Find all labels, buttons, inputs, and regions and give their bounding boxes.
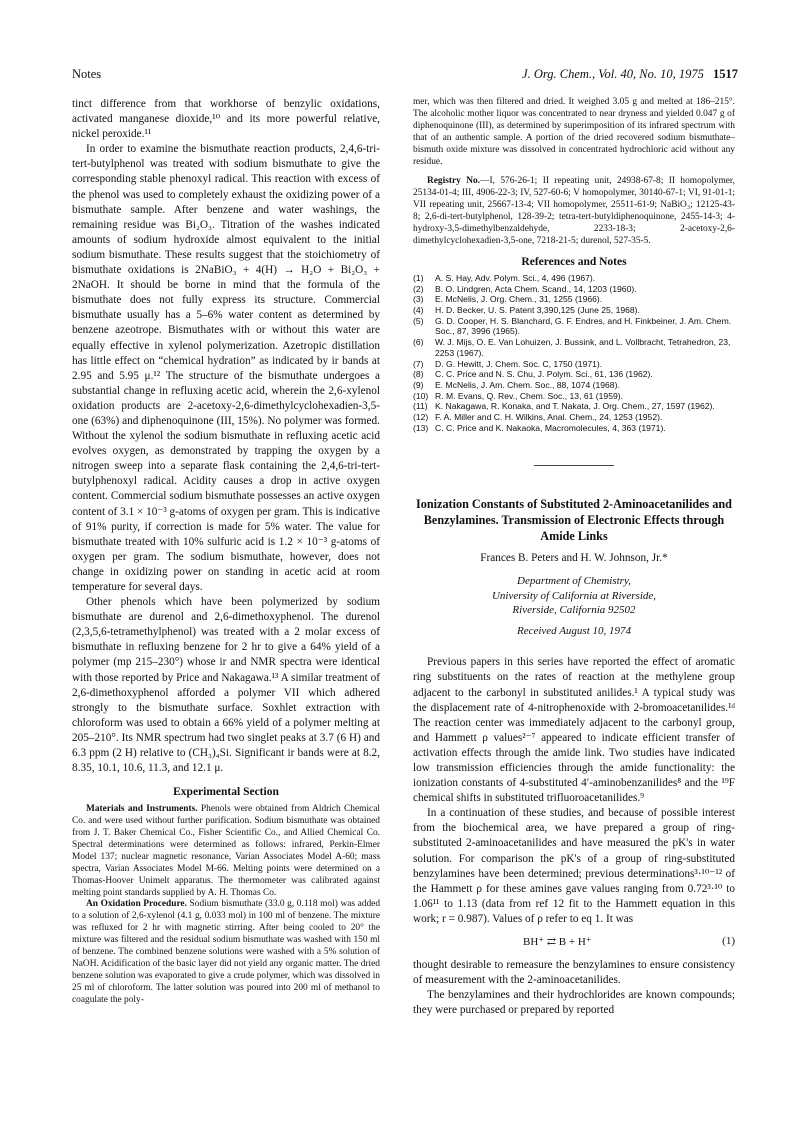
reference-item: [413, 337, 735, 358]
equation-number: (1): [722, 935, 735, 947]
right-column: [413, 97, 735, 1018]
reference-number: (9): [413, 379, 424, 390]
oxidation-text: Sodium bismuthate (33.0 g, 0.118 mol) was added to a solution of 2,6-xylenol (4.1 g, 0.033 mol) in 100 ml of benzene. The mixture was refluxed for 2 hr with magnetic stirring. After being cooled to 20° the mixture was filtered and the residual sodium bismuthate was washed with 150 ml of benzene. The combined benzene solutions were washed with a 5% solution of NaOH. Acidification of the basic layer did not yield any organic matter. The dried benzene solution was evaporated to give a crude polymer, which was dissolved in 25 ml of chloroform. The latter solution was poured into 200 ml of methanol to coagulate the poly-: [72, 899, 381, 1005]
reference-number: (3): [413, 294, 424, 305]
reference-item: [413, 391, 735, 402]
reference-text: F. A. Miller and C. H. Wilkins, Anal. Chem., 24, 1253 (1952).: [435, 412, 663, 423]
affiliation-line: Riverside, California 92502: [512, 604, 636, 617]
reference-item: [413, 401, 735, 412]
reference-text: B. O. Lindgren, Acta Chem. Scand., 14, 1203 (1960).: [435, 283, 637, 294]
registry-paragraph: [413, 176, 735, 247]
reference-item: [413, 359, 735, 370]
reference-number: (13): [413, 422, 429, 433]
reference-text: R. M. Evans, Q. Rev., Chem. Soc., 13, 61 (1959).: [435, 390, 624, 401]
body-paragraph: In a continuation of these studies, and because of possible interest from the biochemical area, we have prepared a group of ring-substituted 2-aminoacetanilides and have measured the pK's in water solution. For comparison the pK's of a group of ring-substituted benzylamines have been determined; previous determinations³·¹⁰⁻¹² of the Hammett ρ for these amines gave values ranging from 0.72³·¹⁰ to 1.06¹¹ to 1.13 (data from ref 12 fit to the Hammett equation in this work; r = 0.987). Values of ρ refer to eq 1. It was: [413, 807, 735, 925]
reference-number: (7): [413, 358, 424, 369]
references-list: [413, 273, 735, 434]
reference-item: [413, 369, 735, 380]
equation: [413, 935, 735, 948]
article-title: Ionization Constants of Substituted 2-Aminoacetanilides and Benzylamines. Transmission of Electronic Effects through Amide Links: [416, 497, 732, 544]
references-heading: References and Notes: [521, 255, 627, 268]
reference-item: [413, 380, 735, 391]
reference-item: [413, 412, 735, 423]
experimental-continuation: mer, which was then filtered and dried. It weighed 3.05 g and melted at 186–215°. The alcoholic mother liquor was concentrated to near dryness and yielded 0.047 g of diphenoquinone (III), as determined by superimposition of its infrared spectrum with that of an authentic sample. A portion of the dried recovered sodium bismuthate–bismuth oxide mixture was dissolved in concentrated hydrochloric acid without any residue.: [413, 97, 735, 167]
reference-text: C. C. Price and N. S. Chu, J. Polym. Sci., 61, 136 (1962).: [435, 369, 653, 380]
reference-number: (4): [413, 304, 424, 315]
reference-number: (6): [413, 337, 424, 348]
reference-item: [413, 273, 735, 284]
registry-lead: Registry No.: [427, 176, 481, 187]
reference-number: (10): [413, 390, 429, 401]
equation-expression: BH⁺ ⇄ B + H⁺: [523, 936, 592, 948]
reference-number: (11): [413, 401, 428, 412]
left-column: [72, 97, 380, 1007]
experimental-heading: Experimental Section: [173, 786, 279, 799]
reference-text: G. D. Cooper, H. S. Blanchard, G. F. Endres, and H. Finkbeiner, J. Am. Chem. Soc., 87, 3996 (1965).: [435, 315, 732, 337]
materials-lead: Materials and Instruments.: [86, 804, 198, 815]
running-head-section: Notes: [72, 67, 102, 81]
oxidation-lead: An Oxidation Procedure.: [86, 899, 187, 910]
reference-text: A. S. Hay, Adv. Polym. Sci., 4, 496 (1967).: [435, 272, 596, 283]
section-divider: [534, 465, 614, 466]
reference-number: (2): [413, 283, 424, 294]
page-number: 1517: [713, 67, 738, 81]
body-paragraph: thought desirable to remeasure the benzylamines to ensure consistency of measurement with the 2-aminoacetanilides.: [413, 959, 735, 987]
body-paragraph: The benzylamines and their hydrochlorides are known compounds; they were purchased or prepared by reported: [413, 989, 735, 1017]
affiliation-line: University of California at Riverside,: [491, 589, 657, 602]
reference-text: W. J. Mijs, O. E. Van Lohuizen, J. Bussink, and L. Vollbracht, Tetrahedron, 23, 2253 (1967).: [435, 337, 731, 358]
reference-number: (8): [413, 369, 424, 380]
affiliation-line: Department of Chemistry,: [517, 575, 631, 588]
body-paragraph: Previous papers in this series have reported the effect of aromatic ring substituents on the rates of reaction at the methylene group adjacent to the carbonyl in substituted anilides.¹ A typical study was the displacement rate of 4-nitrophenoxide with 2-bromoacetanilides.¹ᵈ The reaction center was immediately adjacent to the carbonyl group, and Hammett ρ values²⁻⁷ appeared to indicate efficient transfer of activation effects through the amide link. Two studies have indicated low transmission efficiencies through the amide functionality: the ionization constants of 4-substituted 4′-aminobenzanilides⁸ and the ¹⁹F chemical shifts in substituted trifluoroacetanilides.⁹: [413, 656, 735, 805]
body-paragraph: Other phenols which have been polymerized by sodium bismuthate are durenol and 2,6-dimethoxyphenol. The durenol (2,3,5,6-tetramethylphenol) was treated with a 2 molar excess of bismuthate in refluxing benzene for 2 hr to give a 64% yield of a polymer (mp 215–230°) whose ir and NMR spectra were identical with those reported by Price and Nakagawa.¹³ A similar treatment of 2,6-dimethoxyphenol afforded a polymer VII which adhered strongly to the bismuthate surface. Soxhlet extraction with chloroform was used to obtain a 66% yield of a polymer melting at 205–210°. Its NMR spectrum had two singlet peaks at 3.7 (6 H) and 6.3 ppm (2 H) relative to (CH₃)₄Si. Significant ir bands were at 8.2, 8.35, 10.1, 10.6, 11.3, and 12.1 μ.: [72, 596, 380, 775]
reference-item: [413, 305, 735, 316]
reference-number: (12): [413, 412, 429, 423]
reference-text: E. McNelis, J. Org. Chem., 31, 1255 (1966).: [435, 294, 603, 305]
reference-text: C. C. Price and K. Nakaoka, Macromolecules, 4, 363 (1971).: [435, 422, 666, 433]
running-head-journal: [522, 67, 738, 82]
article-authors: Frances B. Peters and H. W. Johnson, Jr.*: [480, 552, 668, 565]
body-paragraph: In order to examine the bismuthate reaction products, 2,4,6-tri-tert-butylphenol was treated with sodium bismuthate to give the corresponding stable phenoxyl radical. This reaction with excess of the phenol was used to completely exhaust the oxidizing power of a bismuthate sample. After benzene and water washings, the remaining residue was Bi₂O₃. Titration of the washes indicated amounts of sodium hydroxide almost equivalent to the initial sodium bismuthate. These results suggest that the stoichiometry of bismuthate oxidations is 2NaBiO₃ + 4(H) → H₂O + Bi₂O₃ + 2NaOH. It should be borne in mind that the formula of the bismuthate does not fully express its structure. Commercial bismuthate usually has a 5–6% water content as determined by benzene azeotrope. Bismuthates with or without this water are equally effective in xylenol polymerization. Azetropic distillation has little effect on “chemical hydration” as indicated by ir bands at 2.95 and 5.95 μ.¹² The structure of the bismuthate undergoes a substantial change in refluxing acetic acid, wherein the 2,6-xylenol oxidation products are 2-acetoxy-2,6-dimethylcyclohexadien-3,5-one (63%) and diphenoquinone (III, 15%). No polymer was formed. Without the xylenol the sodium bismuthate in refluxing acetic acid evolves oxygen, as demonstrated by trapping the oxygen by a nitrogen sweep into a separate flask containing the 2,4,6-tri-tert-butylphenoxyl radical. Acidity causes a drop in active oxygen content. Commercial sodium bismuthate possesses an active oxygen content of 3.1 × 10⁻³ g-atoms of oxygen per gram. This is indicative of 91% purity, if correction is made for 5% water. The value for bismuthate treated with 10% sulfuric acid is 1.2 × 10⁻³ g-atoms of oxygen per gram. The sodium bismuthate, however, does not change in oxidizing power on standing in acetic acid at room temperature for several days.: [72, 143, 380, 593]
received-date: Received August 10, 1974: [516, 625, 632, 638]
reference-item: [413, 423, 735, 434]
reference-number: (1): [413, 272, 424, 283]
reference-text: E. McNelis, J. Am. Chem. Soc., 88, 1074 (1968).: [435, 379, 620, 390]
reference-item: [413, 316, 735, 337]
registry-text: —I, 576-26-1; II repeating unit, 24938-67-8; II homopolymer, 25134-01-4; III, 4906-22-3; IV, 527-60-6; V homopolymer, 30140-67-1; VI, 91-01-1; VII repeating unit, 25667-13-4; VII homopolymer, 25511-61-9; NaBiO₃; 12125-43-8; 2,6-di-tert-butylphenol, 128-39-2; tetra-tert-butyldiphenoquinone, 2455-14-3; 4-hydroxy-3,5-dimethylbenzaldehyde, 2233-18-3; 2-acetoxy-2,6-dimethylcyclohexadien-3,5-one, 7218-21-5; durenol, 527-35-5.: [413, 176, 735, 246]
journal-citation: J. Org. Chem., Vol. 40, No. 10, 1975: [522, 67, 704, 81]
oxidation-paragraph: [72, 899, 380, 1006]
reference-item: [413, 294, 735, 305]
body-paragraph: tinct difference from that workhorse of benzylic oxidations, activated manganese dioxide,¹⁰ and its more powerful relative, nickel peroxide.¹¹: [72, 98, 380, 141]
reference-text: K. Nakagawa, R. Konaka, and T. Nakata, J. Org. Chem., 27, 1597 (1962).: [435, 401, 715, 412]
reference-number: (5): [413, 315, 424, 326]
reference-item: [413, 284, 735, 295]
reference-text: H. D. Becker, U. S. Patent 3,390,125 (June 25, 1968).: [435, 304, 640, 315]
materials-paragraph: [72, 804, 380, 899]
materials-text: Phenols were obtained from Aldrich Chemical Co. and were used without further purification. Sodium bismuthate was obtained from J. T. Baker Chemical Co., Fisher Scientific Co., and Allied Chemical Co. Spectral determinations were determined as follows: infrared, Perkin-Elmer Model 137; nuclear magnetic resonance, Varian Associates Model A-60; mass spectra, Varian Associates Model M-66. Melting points were determined on a Thomas-Hoover Unimelt apparatus. The thermometer was calibrated against melting point standards supplied by A. H. Thomas Co.: [72, 804, 380, 898]
reference-text: D. G. Hewitt, J. Chem. Soc. C, 1750 (1971).: [435, 358, 603, 369]
